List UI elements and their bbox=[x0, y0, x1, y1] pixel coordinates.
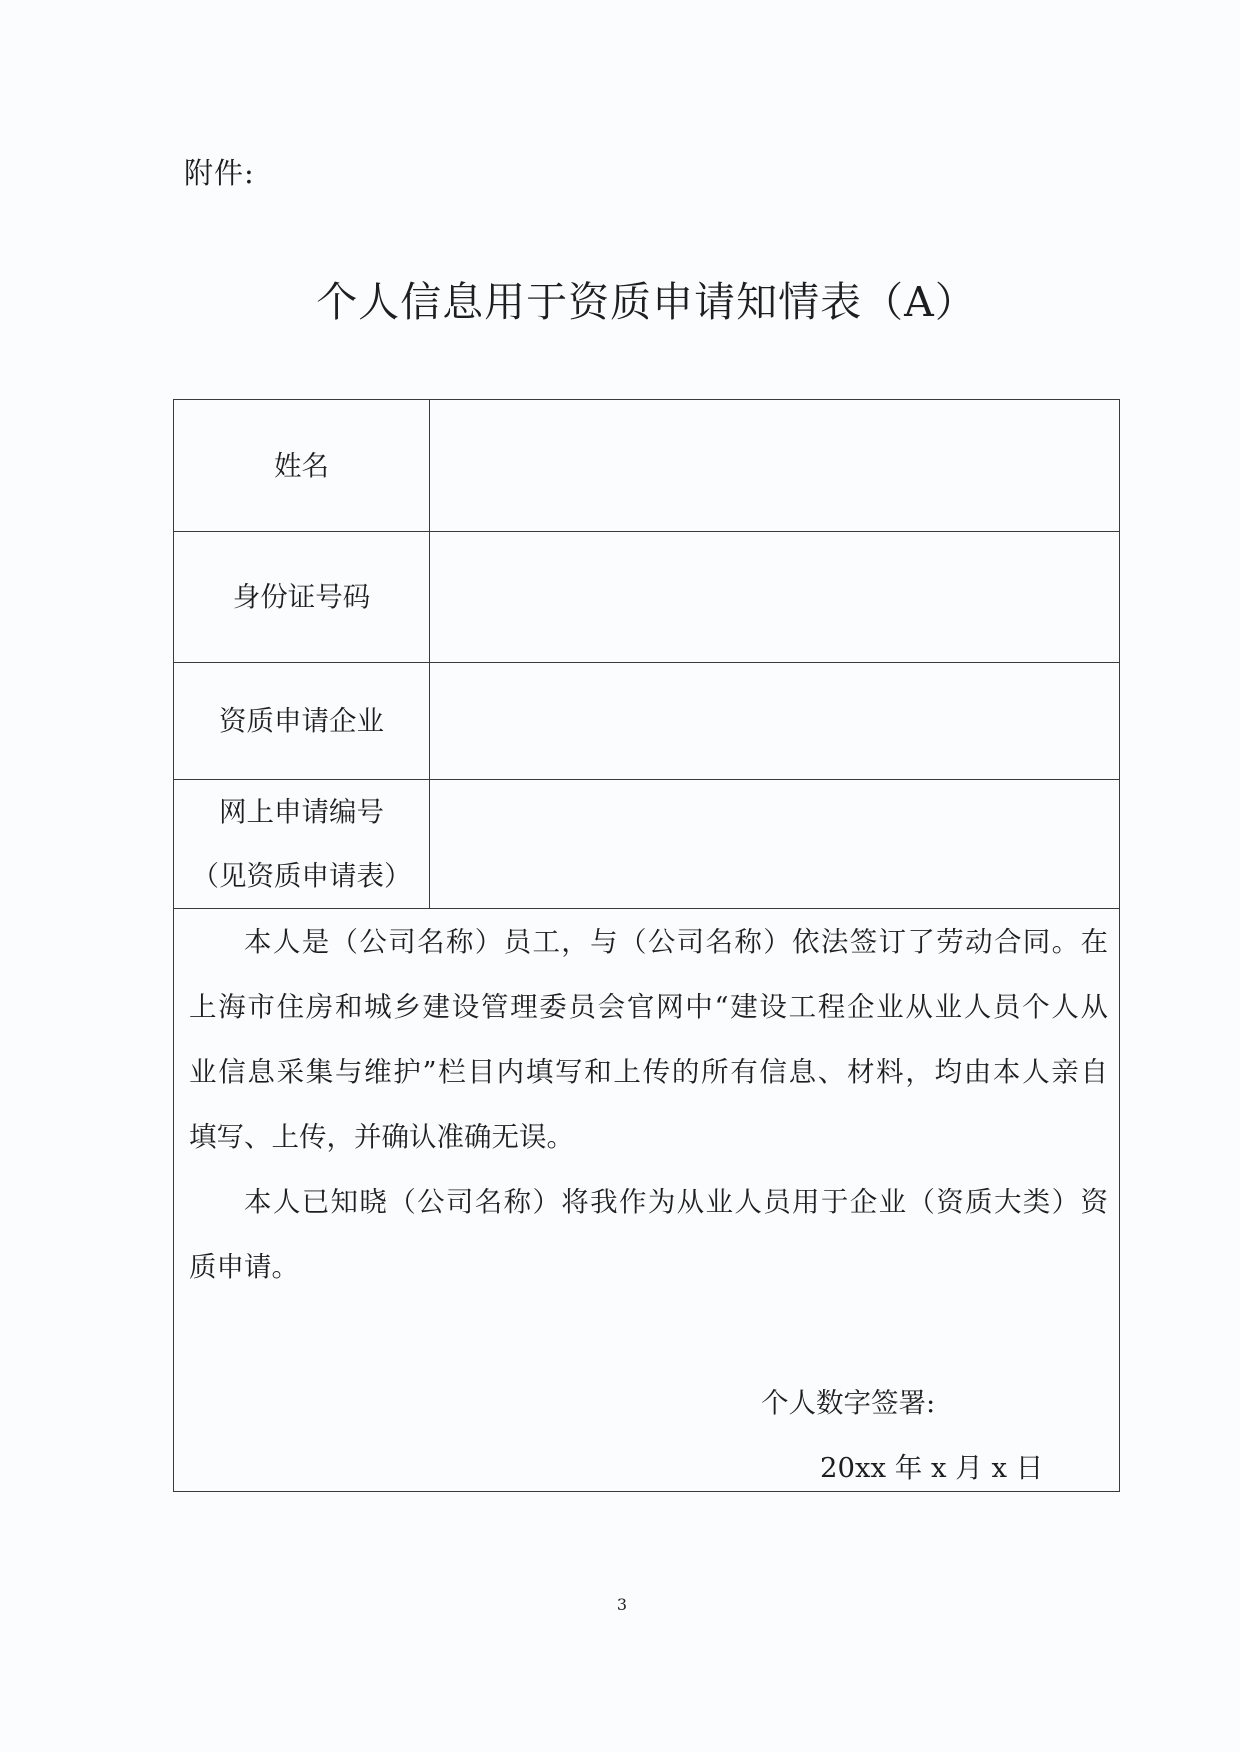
info-form-table bbox=[173, 399, 1120, 1492]
applicant-company-label-cell bbox=[174, 663, 430, 780]
application-number-note: （见资质申请表） bbox=[191, 860, 412, 892]
signature-date: 20xx 年 x 月 x 日 bbox=[820, 1452, 1044, 1484]
application-number-label-cell bbox=[174, 780, 430, 909]
applicant-company-value-cell bbox=[430, 663, 1119, 780]
statement-line: 本人是（公司名称）员工，与（公司名称）依法签订了劳动合同。在 bbox=[244, 926, 1108, 958]
page-number: 3 bbox=[616, 1595, 628, 1614]
application-number-label: 网上申请编号 bbox=[219, 796, 384, 828]
attachment-label: 附件: bbox=[184, 156, 255, 190]
statement-line: 质申请。 bbox=[189, 1251, 299, 1283]
statement-paragraph-2 bbox=[189, 1170, 1108, 1300]
id-number-value-cell bbox=[430, 532, 1119, 663]
statement-line: 上海市住房和城乡建设管理委员会官网中“建设工程企业从业人员个人从 bbox=[189, 991, 1108, 1023]
document-title: 个人信息用于资质申请知情表（A） bbox=[316, 278, 977, 326]
name-label: 姓名 bbox=[274, 449, 329, 482]
name-value-cell bbox=[430, 400, 1119, 532]
name-label-cell bbox=[174, 400, 430, 532]
statement-cell bbox=[174, 909, 1119, 1491]
statement-line: 业信息采集与维护”栏目内填写和上传的所有信息、材料，均由本人亲自 bbox=[189, 1056, 1108, 1088]
statement-line: 本人已知晓（公司名称）将我作为从业人员用于企业（资质大类）资 bbox=[244, 1186, 1108, 1218]
statement-line: 填写、上传，并确认准确无误。 bbox=[189, 1121, 574, 1153]
applicant-company-label: 资质申请企业 bbox=[219, 705, 384, 737]
digital-signature-label: 个人数字签署: bbox=[761, 1387, 936, 1419]
application-number-value-cell bbox=[430, 780, 1119, 909]
id-number-label: 身份证号码 bbox=[232, 581, 371, 613]
statement-paragraph-1 bbox=[189, 910, 1108, 1170]
id-number-label-cell bbox=[174, 532, 430, 663]
